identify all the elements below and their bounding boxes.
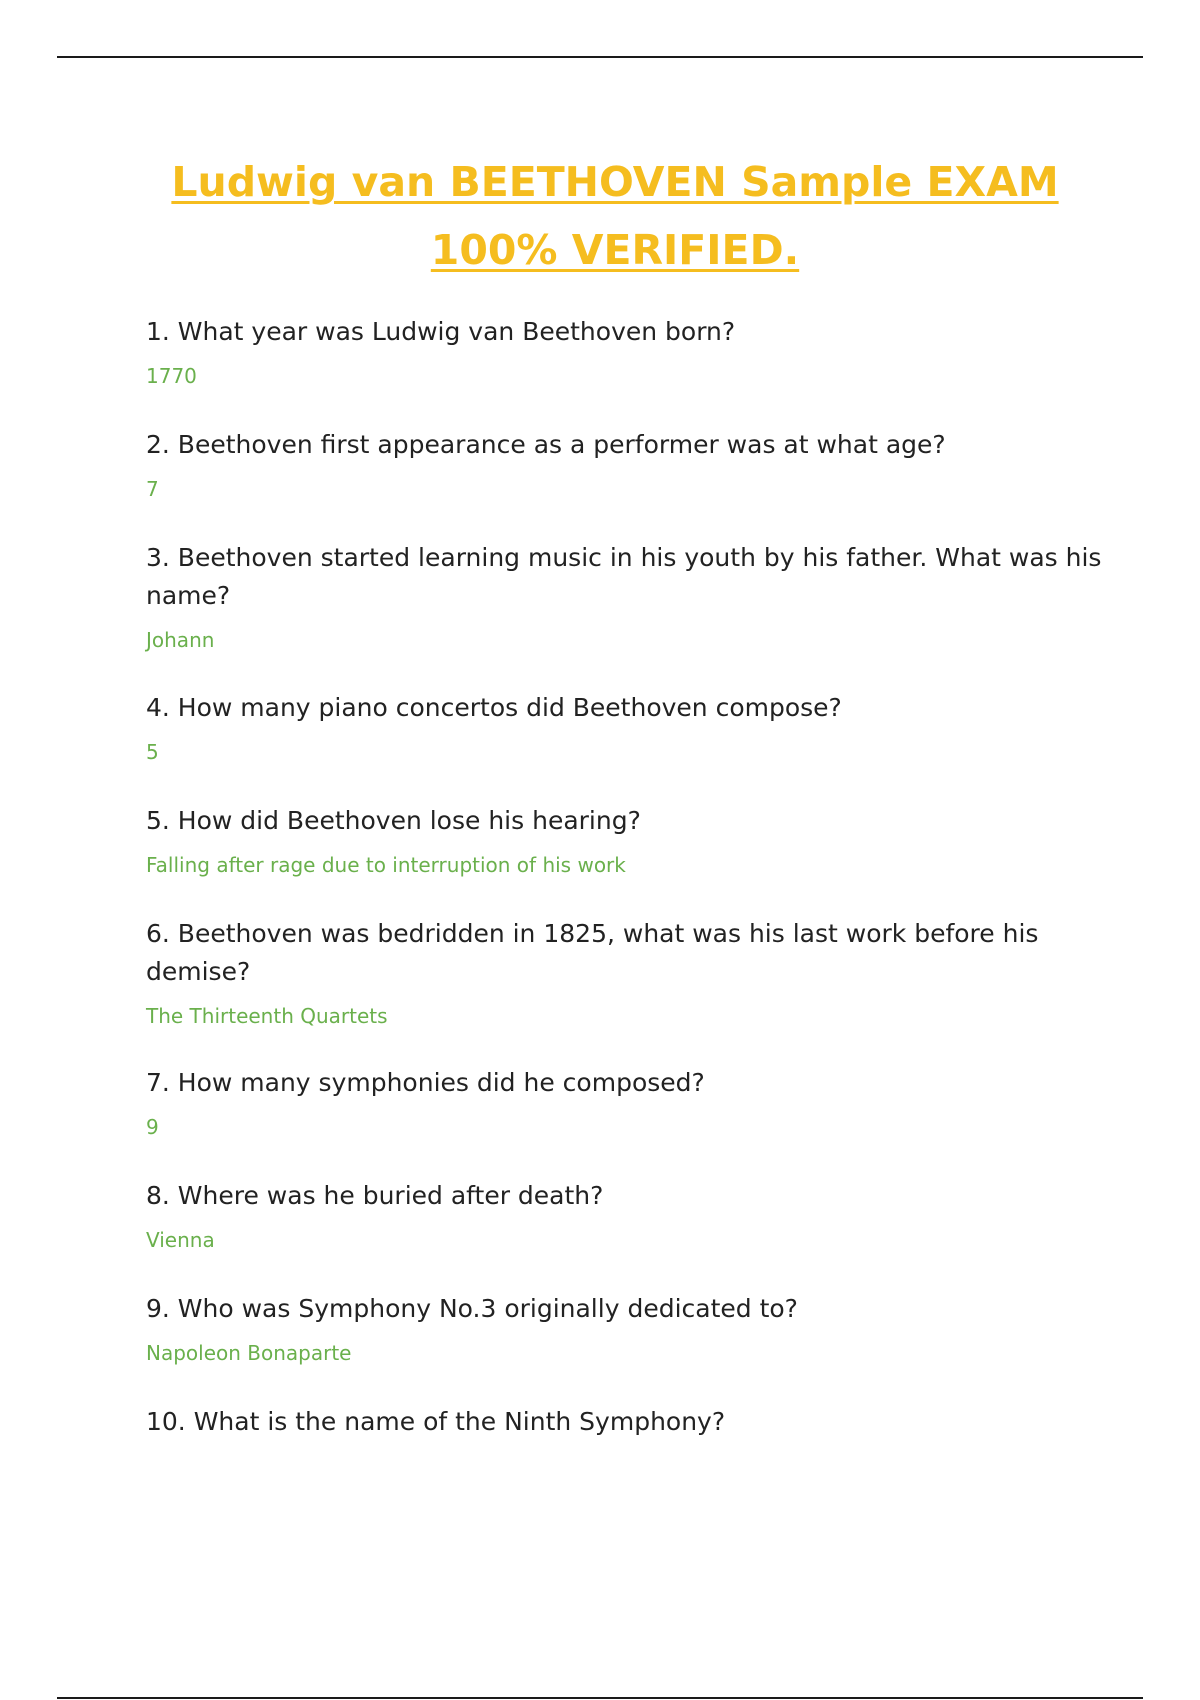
answer-5: Falling after rage due to interruption of his work (146, 853, 626, 877)
answer-6: The Thirteenth Quartets (146, 1004, 388, 1028)
qa-item-6 (146, 915, 1106, 1029)
qa-item-2 (146, 426, 1106, 502)
answer-2: 7 (146, 477, 159, 501)
answer-9: Napoleon Bonaparte (146, 1341, 352, 1365)
question-10: 10. What is the name of the Ninth Symphony? (146, 1407, 726, 1436)
qa-item-9 (146, 1290, 1106, 1366)
question-1: 1. What year was Ludwig van Beethoven born? (146, 317, 736, 346)
answer-1: 1770 (146, 364, 197, 388)
qa-item-4 (146, 689, 1106, 765)
answer-7: 9 (146, 1115, 159, 1139)
question-2: 2. Beethoven first appearance as a performer was at what age? (146, 430, 946, 459)
qa-item-8 (146, 1177, 1106, 1253)
qa-item-7 (146, 1064, 1106, 1140)
question-6: 6. Beethoven was bedridden in 1825, what was his last work before his demise? (146, 919, 1039, 986)
answer-4: 5 (146, 740, 159, 764)
question-9: 9. Who was Symphony No.3 originally dedicated to? (146, 1294, 798, 1323)
qa-item-1 (146, 313, 1106, 389)
question-5: 5. How did Beethoven lose his hearing? (146, 806, 641, 835)
question-8: 8. Where was he buried after death? (146, 1181, 604, 1210)
question-4: 4. How many piano concertos did Beethoven compose? (146, 693, 842, 722)
answer-8: Vienna (146, 1228, 215, 1252)
question-7: 7. How many symphonies did he composed? (146, 1068, 705, 1097)
bottom-rule (57, 1697, 1143, 1699)
qa-item-3 (146, 539, 1106, 653)
qa-item-10 (146, 1403, 1106, 1441)
qa-item-5 (146, 802, 1106, 878)
question-3: 3. Beethoven started learning music in his youth by his father. What was his name? (146, 543, 1102, 610)
top-rule (57, 56, 1143, 58)
title-line-2: 100% VERIFIED. (430, 226, 800, 274)
document-title (120, 148, 1110, 284)
title-line-1: Ludwig van BEETHOVEN Sample EXAM (171, 158, 1059, 206)
answer-3: Johann (146, 628, 215, 652)
